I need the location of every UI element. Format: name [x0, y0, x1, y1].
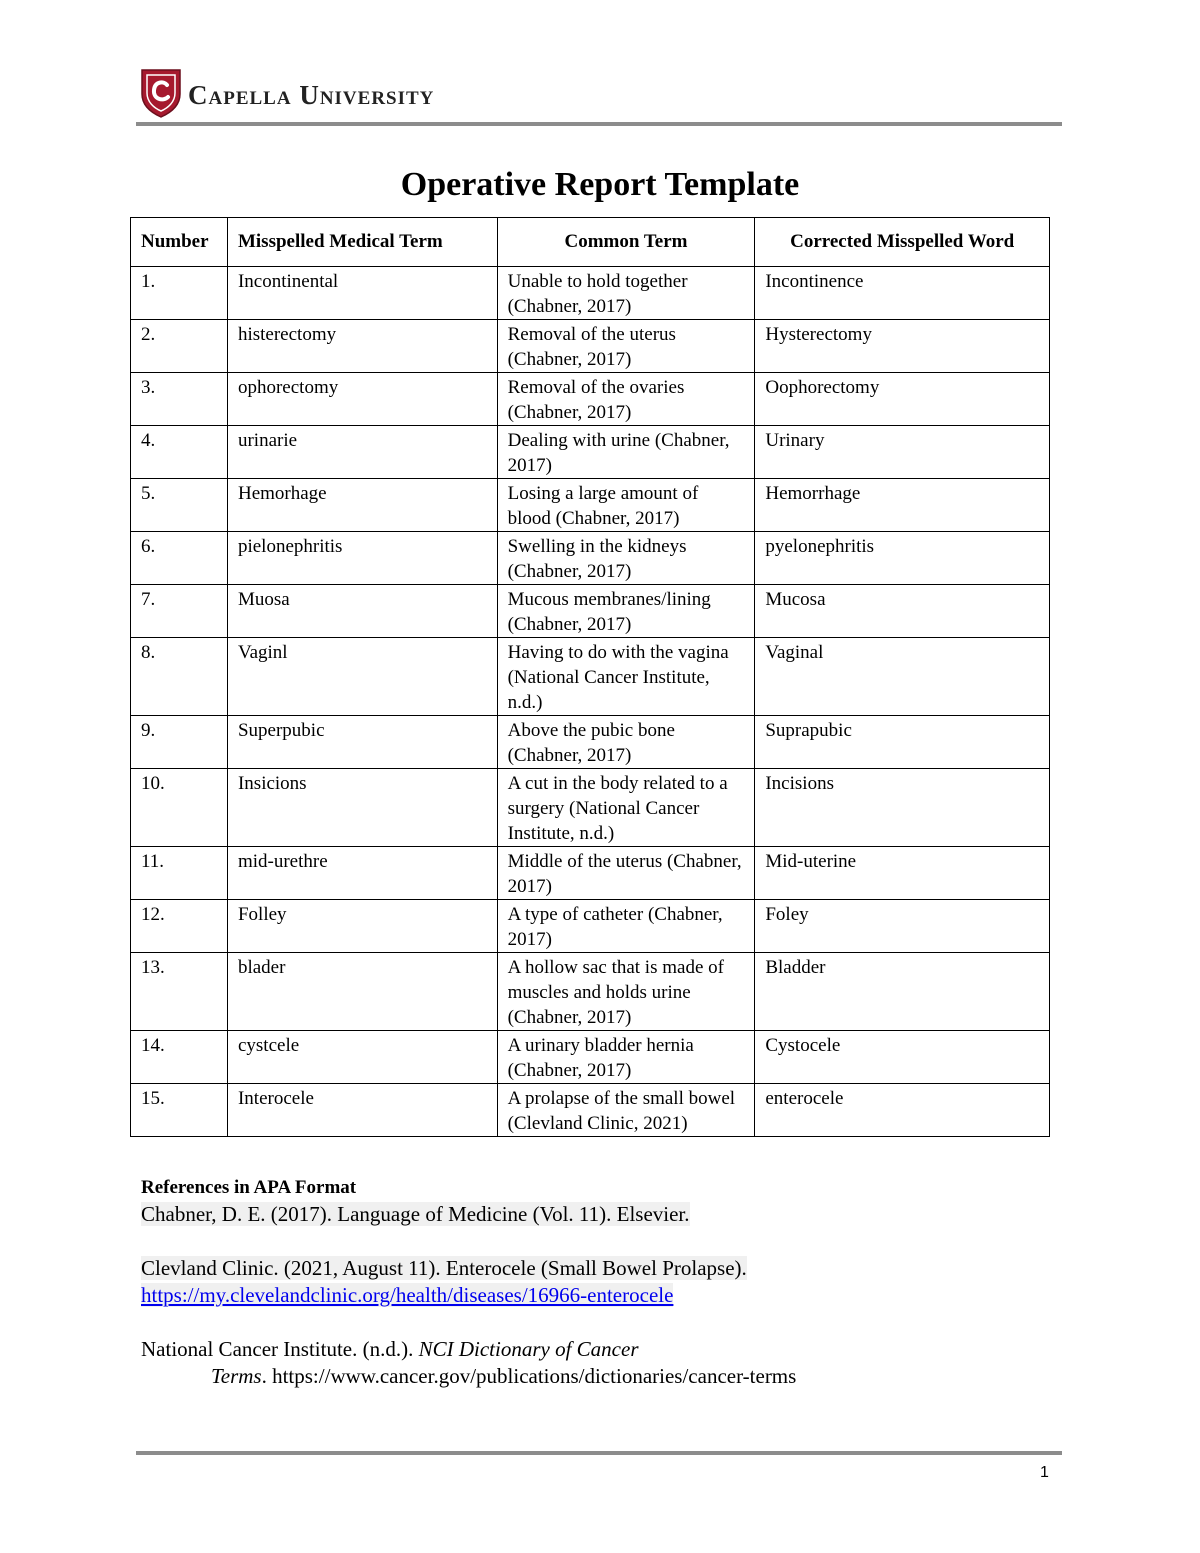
cell-misspelled-term: Incontinental: [227, 267, 497, 320]
cell-corrected-word: Cystocele: [755, 1031, 1050, 1084]
table-row: [131, 847, 1050, 900]
cell-misspelled-term: pielonephritis: [227, 532, 497, 585]
reference-clevland-link[interactable]: https://my.clevelandclinic.org/health/diseases/16966-enterocele: [141, 1283, 674, 1307]
cell-misspelled-term: cystcele: [227, 1031, 497, 1084]
cell-number: 15.: [131, 1084, 228, 1137]
cell-common-term: Unable to hold together (Chabner, 2017): [497, 267, 755, 320]
cell-common-term: Removal of the ovaries (Chabner, 2017): [497, 373, 755, 426]
cell-number: 7.: [131, 585, 228, 638]
cell-common-term: A urinary bladder hernia (Chabner, 2017): [497, 1031, 755, 1084]
cell-number: 1.: [131, 267, 228, 320]
capella-shield-logo-icon: [140, 68, 182, 118]
cell-corrected-word: Hysterectomy: [755, 320, 1050, 373]
cell-misspelled-term: urinarie: [227, 426, 497, 479]
cell-corrected-word: Mucosa: [755, 585, 1050, 638]
table-row: [131, 1031, 1050, 1084]
cell-number: 12.: [131, 900, 228, 953]
cell-corrected-word: Oophorectomy: [755, 373, 1050, 426]
cell-common-term: Having to do with the vagina (National Cancer Institute, n.d.): [497, 638, 755, 716]
header: [136, 68, 1062, 128]
page-number: 1: [1040, 1464, 1049, 1481]
cell-number: 4.: [131, 426, 228, 479]
cell-corrected-word: enterocele: [755, 1084, 1050, 1137]
document-title: Operative Report Template: [400, 166, 800, 203]
reference-clevland-text: Clevland Clinic. (2021, August 11). Enterocele (Small Bowel Prolapse).: [141, 1256, 747, 1280]
reference-chabner-text: Chabner, D. E. (2017). Language of Medicine (Vol. 11). Elsevier.: [141, 1202, 690, 1226]
cell-common-term: Removal of the uterus (Chabner, 2017): [497, 320, 755, 373]
cell-misspelled-term: blader: [227, 953, 497, 1031]
cell-misspelled-term: histerectomy: [227, 320, 497, 373]
cell-misspelled-term: Hemorhage: [227, 479, 497, 532]
table-row: [131, 267, 1050, 320]
cell-corrected-word: Vaginal: [755, 638, 1050, 716]
reference-nci-line2: [141, 1363, 796, 1390]
reference-nci: [141, 1336, 1041, 1390]
cell-misspelled-term: Vaginl: [227, 638, 497, 716]
references-section: [141, 1177, 1041, 1390]
header-corrected-word: Corrected Misspelled Word: [755, 218, 1050, 267]
cell-corrected-word: Hemorrhage: [755, 479, 1050, 532]
cell-number: 6.: [131, 532, 228, 585]
cell-corrected-word: Suprapubic: [755, 716, 1050, 769]
cell-corrected-word: Incisions: [755, 769, 1050, 847]
table-row: [131, 769, 1050, 847]
cell-corrected-word: Foley: [755, 900, 1050, 953]
table-row: [131, 953, 1050, 1031]
footer-divider: [136, 1451, 1062, 1455]
cell-common-term: Middle of the uterus (Chabner, 2017): [497, 847, 755, 900]
table-header-row: [131, 218, 1050, 267]
cell-number: 8.: [131, 638, 228, 716]
table-row: [131, 426, 1050, 479]
reference-nci-suffix: . https://www.cancer.gov/publications/dictionaries/cancer-terms: [261, 1364, 797, 1388]
cell-common-term: A hollow sac that is made of muscles and holds urine (Chabner, 2017): [497, 953, 755, 1031]
table-row: [131, 716, 1050, 769]
reference-clevland: [141, 1255, 1041, 1309]
cell-corrected-word: Urinary: [755, 426, 1050, 479]
cell-number: 14.: [131, 1031, 228, 1084]
cell-common-term: A type of catheter (Chabner, 2017): [497, 900, 755, 953]
cell-common-term: A prolapse of the small bowel (Clevland Clinic, 2021): [497, 1084, 755, 1137]
cell-misspelled-term: Superpubic: [227, 716, 497, 769]
reference-chabner: [141, 1201, 1041, 1228]
cell-common-term: Losing a large amount of blood (Chabner, 2017): [497, 479, 755, 532]
table-row: [131, 320, 1050, 373]
reference-nci-prefix: National Cancer Institute. (n.d.).: [141, 1337, 419, 1361]
table-row: [131, 1084, 1050, 1137]
cell-misspelled-term: mid-urethre: [227, 847, 497, 900]
capella-university-wordmark: Capella University: [188, 80, 435, 110]
table-body: [131, 267, 1050, 1137]
reference-nci-title-line1: NCI Dictionary of Cancer: [418, 1337, 639, 1361]
cell-number: 9.: [131, 716, 228, 769]
table-row: [131, 638, 1050, 716]
cell-number: 3.: [131, 373, 228, 426]
cell-number: 2.: [131, 320, 228, 373]
cell-misspelled-term: Insicions: [227, 769, 497, 847]
cell-corrected-word: Bladder: [755, 953, 1050, 1031]
header-common-term: Common Term: [497, 218, 755, 267]
table-row: [131, 900, 1050, 953]
cell-common-term: Above the pubic bone (Chabner, 2017): [497, 716, 755, 769]
header-number: Number: [131, 218, 228, 267]
cell-number: 13.: [131, 953, 228, 1031]
table-row: [131, 373, 1050, 426]
header-divider: [136, 122, 1062, 126]
cell-common-term: Mucous membranes/lining (Chabner, 2017): [497, 585, 755, 638]
cell-corrected-word: pyelonephritis: [755, 532, 1050, 585]
cell-number: 10.: [131, 769, 228, 847]
references-heading: References in APA Format: [141, 1177, 357, 1198]
cell-misspelled-term: Muosa: [227, 585, 497, 638]
reference-nci-title-line2: Terms: [211, 1364, 262, 1388]
cell-common-term: Swelling in the kidneys (Chabner, 2017): [497, 532, 755, 585]
medical-terms-table: [130, 217, 1050, 1137]
cell-common-term: A cut in the body related to a surgery (National Cancer Institute, n.d.): [497, 769, 755, 847]
table-row: [131, 585, 1050, 638]
cell-misspelled-term: Folley: [227, 900, 497, 953]
cell-misspelled-term: ophorectomy: [227, 373, 497, 426]
cell-number: 11.: [131, 847, 228, 900]
cell-number: 5.: [131, 479, 228, 532]
cell-misspelled-term: Interocele: [227, 1084, 497, 1137]
table-row: [131, 479, 1050, 532]
cell-common-term: Dealing with urine (Chabner, 2017): [497, 426, 755, 479]
cell-corrected-word: Incontinence: [755, 267, 1050, 320]
table-row: [131, 532, 1050, 585]
header-misspelled-term: Misspelled Medical Term: [227, 218, 497, 267]
cell-corrected-word: Mid-uterine: [755, 847, 1050, 900]
